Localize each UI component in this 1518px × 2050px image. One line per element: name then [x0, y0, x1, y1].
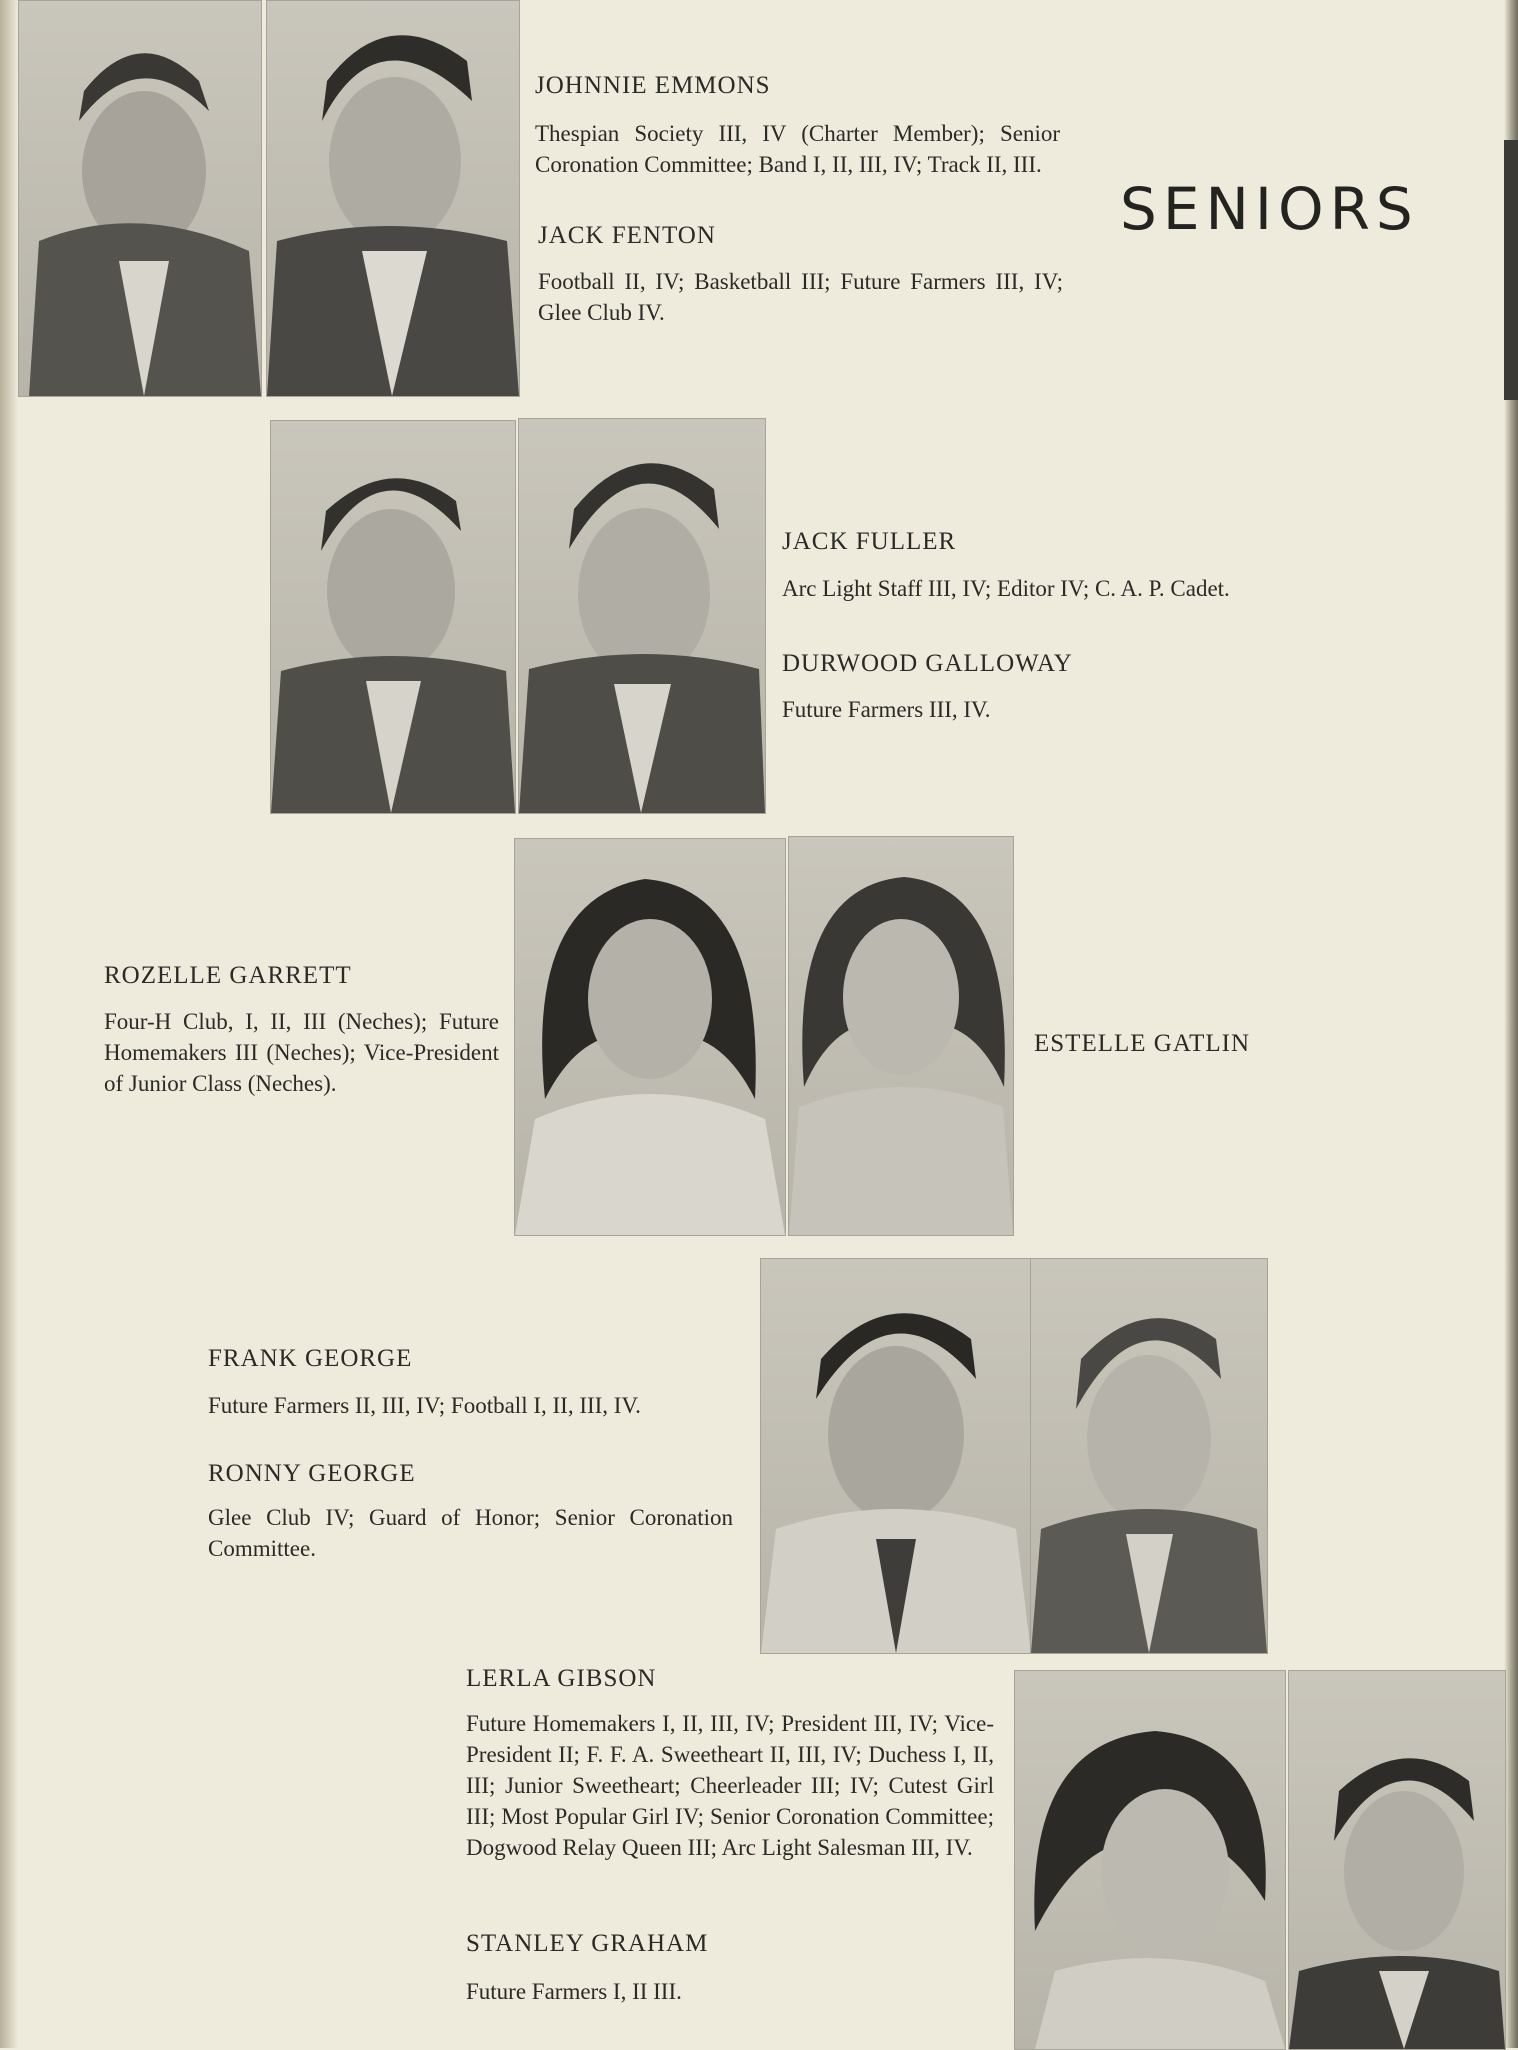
senior-activities: Glee Club IV; Guard of Honor; Senior Coronation Committee. — [208, 1505, 733, 1561]
senior-activities: Future Farmers III, IV. — [782, 697, 991, 722]
portrait-photo-durwood-galloway — [518, 418, 766, 814]
senior-activities: Four-H Club, I, II, III (Neches); Future Homemakers III (Neches); Vice-President of Junior Class (Neches). — [104, 1009, 499, 1096]
senior-name: ESTELLE GATLIN — [1034, 1030, 1251, 1057]
portrait-photo-estelle-gatlin — [788, 836, 1014, 1236]
page-binding-edge — [0, 0, 18, 2048]
portrait-photo-jack-fenton — [266, 0, 520, 397]
senior-name: JOHNNIE EMMONS — [535, 72, 771, 99]
senior-name: STANLEY GRAHAM — [466, 1930, 709, 1957]
portrait-photo-johnnie-emmons — [18, 0, 262, 397]
senior-name: DURWOOD GALLOWAY — [782, 650, 1073, 677]
senior-name: ROZELLE GARRETT — [104, 962, 352, 989]
senior-activities: Future Homemakers I, II, III, IV; President III, IV; Vice-President II; F. F. A. Sweetheart II, III, IV; Duchess I, II, III; Junior Sweetheart; Cheerleader III; IV; Cutest Girl III; Most Popular Girl IV; Senior Coronation Committee; Dogwood Relay Queen III; Arc Light Salesman III, IV. — [466, 1711, 994, 1860]
portrait-photo-frank-george — [760, 1258, 1032, 1654]
page-title: SENIORS — [1120, 175, 1419, 243]
senior-activities: Football II, IV; Basketball III; Future Farmers III, IV; Glee Club IV. — [538, 269, 1063, 325]
senior-activities: Future Farmers II, III, IV; Football I, II, III, IV. — [208, 1393, 641, 1418]
senior-name: LERLA GIBSON — [466, 1665, 657, 1692]
portrait-photo-jack-fuller — [270, 420, 516, 814]
portrait-photo-lerla-gibson — [1014, 1670, 1286, 2050]
senior-activities: Thespian Society III, IV (Charter Member); Senior Coronation Committee; Band I, II, III, IV; Track II, III. — [535, 121, 1060, 177]
senior-activities: Future Farmers I, II III. — [466, 1979, 682, 2004]
senior-name: FRANK GEORGE — [208, 1345, 413, 1372]
senior-name: RONNY GEORGE — [208, 1460, 416, 1487]
adjacent-page-photo-edge — [1504, 140, 1518, 400]
portrait-photo-stanley-graham — [1288, 1670, 1506, 2050]
senior-name: JACK FULLER — [782, 528, 957, 555]
senior-name: JACK FENTON — [538, 222, 716, 249]
portrait-photo-ronny-george — [1030, 1258, 1268, 1654]
portrait-photo-rozelle-garrett — [514, 838, 786, 1236]
senior-activities: Arc Light Staff III, IV; Editor IV; C. A. P. Cadet. — [782, 576, 1230, 601]
